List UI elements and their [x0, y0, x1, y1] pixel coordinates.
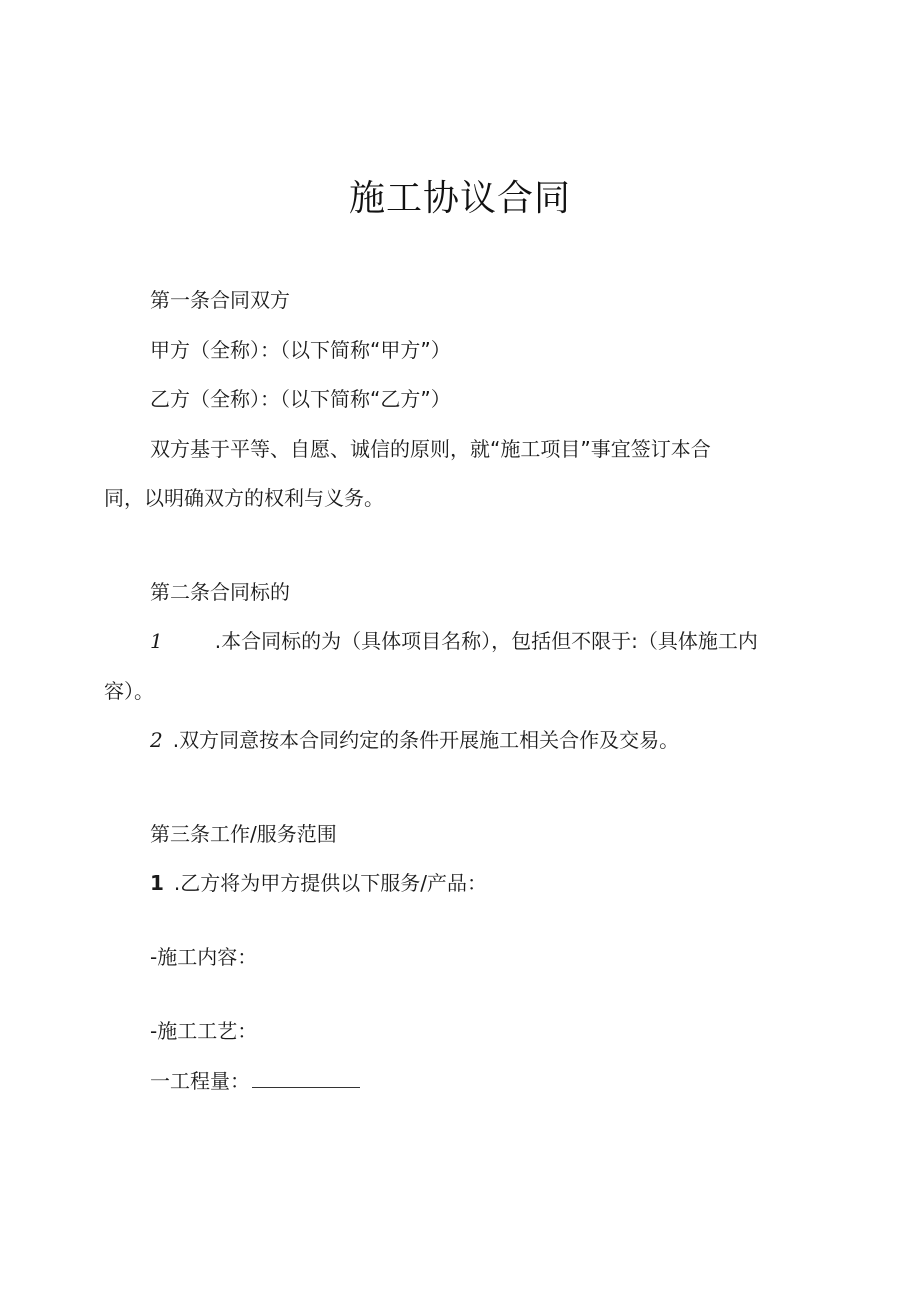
- party-b-line: 乙方（全称）：（以下简称“乙方”）: [150, 387, 451, 411]
- article2-item-2: [150, 726, 679, 754]
- article2-item-1-number: 1: [150, 629, 163, 653]
- preamble-line-1: 双方基于平等、自愿、诚信的原则，就“施工项目”事宜签订本合: [150, 437, 711, 461]
- article2-item-1-continued: 容）。: [104, 679, 154, 703]
- article3-heading: 第三条工作/服务范围: [150, 822, 337, 846]
- article3-item-1: [150, 869, 487, 897]
- field-quantity-blank[interactable]: [252, 1067, 360, 1088]
- field-quantity: [150, 1067, 360, 1095]
- article3-item-1-number: 1: [150, 871, 164, 895]
- article3-item-1-text: .乙方将为甲方提供以下服务/产品：: [173, 871, 488, 895]
- field-quantity-label: 一工程量：: [150, 1069, 250, 1093]
- article2-item-1: [150, 627, 758, 655]
- article1-heading: 第一条合同双方: [150, 288, 290, 312]
- article2-heading: 第二条合同标的: [150, 580, 290, 604]
- party-a-line: 甲方（全称）：（以下简称“甲方”）: [150, 338, 451, 362]
- field-construction-process: -施工工艺：: [150, 1019, 258, 1043]
- preamble-line-2: 同，以明确双方的权利与义务。: [104, 486, 384, 510]
- field-construction-content: -施工内容：: [150, 945, 258, 969]
- article2-item-2-number: 2: [150, 728, 163, 752]
- article2-item-1-text: .本合同标的为（具体项目名称），包括但不限于:（具体施工内: [214, 629, 758, 653]
- document-title: 施工协议合同: [348, 178, 571, 219]
- article2-item-2-text: .双方同意按本合同约定的条件开展施工相关合作及交易。: [172, 728, 680, 752]
